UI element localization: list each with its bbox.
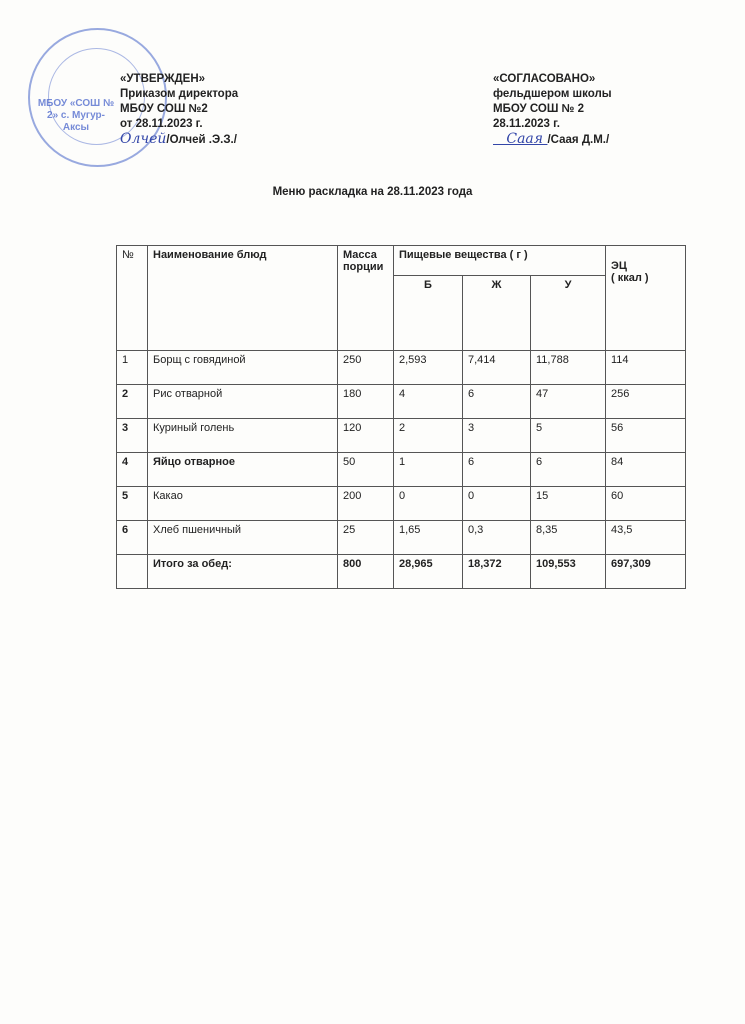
cell-mass: 25: [338, 521, 394, 555]
cell-ec: 56: [606, 419, 686, 453]
total-ec: 697,309: [606, 555, 686, 589]
agreed-block: [493, 72, 612, 148]
cell-num: 6: [117, 521, 148, 555]
cell-name: Борщ с говядиной: [148, 351, 338, 385]
header-mass: Масса порции: [338, 246, 394, 351]
header-zh: Ж: [463, 276, 531, 351]
cell-zh: 3: [463, 419, 531, 453]
cell-zh: 6: [463, 453, 531, 487]
cell-num: 3: [117, 419, 148, 453]
agreed-line3: 28.11.2023 г.: [493, 118, 560, 130]
cell-mass: 180: [338, 385, 394, 419]
table-row: [117, 385, 686, 419]
cell-b: 2,593: [394, 351, 463, 385]
total-zh: 18,372: [463, 555, 531, 589]
signature: Саая: [493, 131, 548, 147]
total-row: [117, 555, 686, 589]
cell-num: 1: [117, 351, 148, 385]
cell-mass: 120: [338, 419, 394, 453]
cell-b: 1: [394, 453, 463, 487]
cell-b: 0: [394, 487, 463, 521]
cell-b: 4: [394, 385, 463, 419]
total-label: Итого за обед:: [148, 555, 338, 589]
total-mass: 800: [338, 555, 394, 589]
header-ec-label: ЭЦ: [611, 260, 627, 272]
agreed-line2: МБОУ СОШ № 2: [493, 103, 584, 115]
signature: Олчей: [120, 131, 167, 147]
agreed-signature-name: /Саая Д.М./: [547, 134, 610, 146]
approved-heading: «УТВЕРЖДЕН»: [120, 73, 206, 85]
total-b: 28,965: [394, 555, 463, 589]
header-u: У: [531, 276, 606, 351]
total-u: 109,553: [531, 555, 606, 589]
table-row: [117, 521, 686, 555]
cell-b: 2: [394, 419, 463, 453]
cell-num: 2: [117, 385, 148, 419]
agreed-line1: фельдшером школы: [493, 88, 612, 100]
cell-mass: 250: [338, 351, 394, 385]
approved-line3: от 28.11.2023 г.: [120, 118, 203, 130]
cell-u: 15: [531, 487, 606, 521]
document-title: Меню раскладка на 28.11.2023 года: [272, 186, 473, 198]
header-ec: [606, 246, 686, 351]
cell-name: Хлеб пшеничный: [148, 521, 338, 555]
agreed-signature-line: [493, 132, 612, 148]
approved-line1: Приказом директора: [120, 88, 239, 100]
menu-table: [116, 245, 686, 589]
cell-u: 5: [531, 419, 606, 453]
table-row: [117, 351, 686, 385]
cell-name: Куриный голень: [148, 419, 338, 453]
approved-block: [120, 72, 238, 148]
header-ec-unit: ( ккал ): [611, 272, 649, 284]
cell-zh: 0,3: [463, 521, 531, 555]
cell-name: Какао: [148, 487, 338, 521]
header-b: Б: [394, 276, 463, 351]
cell-num: 5: [117, 487, 148, 521]
cell-ec: 84: [606, 453, 686, 487]
cell-ec: 43,5: [606, 521, 686, 555]
header-nutrients: Пищевые вещества ( г ): [394, 246, 606, 276]
stamp-text: МБОУ «СОШ № 2» с. Мугур-Аксы: [37, 98, 115, 133]
cell-name: Яйцо отварное: [148, 453, 338, 487]
total-num: [117, 555, 148, 589]
cell-num: 4: [117, 453, 148, 487]
cell-u: 47: [531, 385, 606, 419]
cell-u: 6: [531, 453, 606, 487]
cell-mass: 200: [338, 487, 394, 521]
cell-ec: 60: [606, 487, 686, 521]
approved-signature-line: [120, 132, 238, 148]
cell-mass: 50: [338, 453, 394, 487]
cell-b: 1,65: [394, 521, 463, 555]
cell-zh: 6: [463, 385, 531, 419]
table-row: [117, 487, 686, 521]
header-num: №: [117, 246, 148, 351]
approved-line2: МБОУ СОШ №2: [120, 103, 208, 115]
approved-signature-name: /Олчей .Э.З./: [166, 134, 237, 146]
cell-u: 8,35: [531, 521, 606, 555]
cell-ec: 256: [606, 385, 686, 419]
cell-zh: 0: [463, 487, 531, 521]
table-row: [117, 453, 686, 487]
cell-ec: 114: [606, 351, 686, 385]
cell-name: Рис отварной: [148, 385, 338, 419]
cell-zh: 7,414: [463, 351, 531, 385]
agreed-heading: «СОГЛАСОВАНО»: [493, 73, 596, 85]
table-row: [117, 419, 686, 453]
header-name: Наименование блюд: [148, 246, 338, 351]
cell-u: 11,788: [531, 351, 606, 385]
